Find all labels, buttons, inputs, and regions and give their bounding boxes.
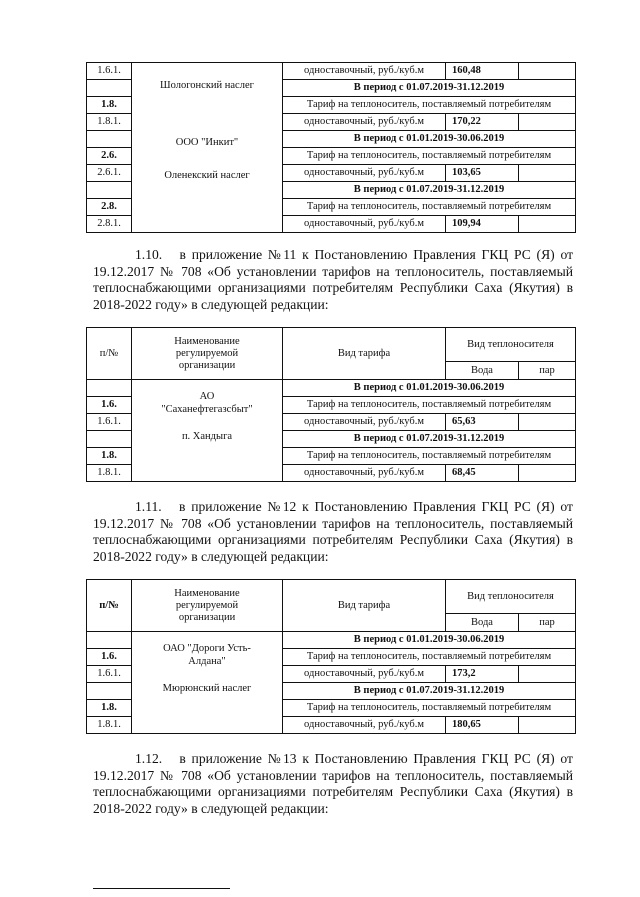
row-number: 1.6.1. [87,666,132,683]
row-number: 1.6. [87,397,132,414]
period-header: В период с 01.07.2019-31.12.2019 [283,80,576,97]
tariff-value: 173,2 [446,666,519,683]
table-row [87,380,576,397]
tariff-desc: Тариф на теплоноситель, поставляемый потребителям [283,448,576,465]
paragraph-number: 1.12. [135,751,163,766]
header-tariff-type: Вид тарифа [283,580,446,632]
tariff-table-2 [86,327,576,482]
org-name: ООО "Инкит" [175,137,239,148]
paragraph-1-11 [93,499,573,565]
org-location: п. Хандыга [181,431,233,442]
row-number: 1.8. [87,700,132,717]
table-header-row [87,328,576,362]
row-number: 1.8. [87,97,132,114]
tariff-desc: одноставочный, руб./куб.м [283,216,446,233]
period-header: В период с 01.07.2019-31.12.2019 [283,431,576,448]
period-header: В период с 01.01.2019-30.06.2019 [283,131,576,148]
empty-cell [519,666,576,683]
empty-cell [519,63,576,80]
row-number: 1.8.1. [87,114,132,131]
org-name: "Саханефтегазсбыт" [161,404,253,415]
paragraph-1-12 [93,751,573,817]
tariff-desc: одноставочный, руб./куб.м [283,666,446,683]
header-water: Вода [446,614,519,632]
paragraph-1-10 [93,247,573,313]
row-number: 1.6. [87,649,132,666]
org-name: ОАО "Дороги Усть- [163,643,251,654]
paragraph-text: в приложение №13 к Постановлению Правления ГКЦ РС (Я) от 19.12.2017 № 708 «Об установлении тарифов на теплоноситель, поставляемый теплоснабжающими организациями потребителям Республики Саха (Якутия) в 2018-2022 году» в следующей редакции: [93,751,573,816]
header-carrier: Вид теплоносителя [446,328,576,362]
org-name: Шологонский наслег [160,80,254,91]
header-water: Вода [446,362,519,380]
empty-cell [87,431,132,448]
row-number: 1.8. [87,448,132,465]
tariff-desc: Тариф на теплоноситель, поставляемый потребителям [283,397,576,414]
period-header: В период с 01.01.2019-30.06.2019 [283,632,576,649]
empty-cell [519,165,576,182]
tariff-desc: одноставочный, руб./куб.м [283,414,446,431]
tariff-desc: одноставочный, руб./куб.м [283,114,446,131]
tariff-desc: одноставочный, руб./куб.м [283,63,446,80]
paragraph-text: в приложение №12 к Постановлению Правления ГКЦ РС (Я) от 19.12.2017 № 708 «Об установлении тарифов на теплоноситель, поставляемый теплоснабжающими организациями потребителям Республики Саха (Якутия) в 2018-2022 году» в следующей редакции: [93,499,573,564]
header-org: Наименование регулируемой организации [132,328,283,380]
org-name: Алдана" [188,656,226,667]
paragraph-number: 1.10. [135,247,163,262]
tariff-value: 103,65 [446,165,519,182]
row-number: 2.6. [87,148,132,165]
header-num: п/№ [87,580,132,632]
empty-cell [519,414,576,431]
tariff-desc: одноставочный, руб./куб.м [283,165,446,182]
tariff-value: 109,94 [446,216,519,233]
footnote-divider [93,888,230,889]
tariff-desc: Тариф на теплоноситель, поставляемый потребителям [283,649,576,666]
empty-cell [519,717,576,734]
org-name: АО [199,391,215,402]
tariff-desc: Тариф на теплоноситель, поставляемый потребителям [283,199,576,216]
header-steam: пар [519,362,576,380]
row-number: 1.8.1. [87,465,132,482]
table-row [87,63,576,80]
header-org: Наименование регулируемой организации [132,580,283,632]
row-number: 1.6.1. [87,414,132,431]
empty-cell [87,80,132,97]
row-number: 2.6.1. [87,165,132,182]
org-cell [132,632,283,734]
paragraph-text: в приложение №11 к Постановлению Правления ГКЦ РС (Я) от 19.12.2017 № 708 «Об установлении тарифов на теплоноситель, поставляемый теплоснабжающими организациями потребителям Республики Саха (Якутия) в 2018-2022 году» в следующей редакции: [93,247,574,312]
row-number: 2.8. [87,199,132,216]
table-row [87,632,576,649]
tariff-value: 170,22 [446,114,519,131]
empty-cell [87,380,132,397]
tariff-value: 180,65 [446,717,519,734]
row-number: 2.8.1. [87,216,132,233]
empty-cell [87,131,132,148]
tariff-value: 65,63 [446,414,519,431]
empty-cell [519,216,576,233]
header-num: п/№ [87,328,132,380]
org-location: Мюрюнский наслег [162,683,252,694]
tariff-desc: одноставочный, руб./куб.м [283,717,446,734]
empty-cell [519,114,576,131]
empty-cell [87,182,132,199]
table-header-row [87,580,576,614]
tariff-desc: Тариф на теплоноситель, поставляемый потребителям [283,148,576,165]
empty-cell [519,465,576,482]
tariff-table-3 [86,579,576,734]
tariff-table-1 [86,62,576,233]
paragraph-number: 1.11. [135,499,162,514]
tariff-value: 68,45 [446,465,519,482]
empty-cell [87,632,132,649]
org-cell [132,63,283,233]
tariff-desc: Тариф на теплоноситель, поставляемый потребителям [283,700,576,717]
tariff-desc: одноставочный, руб./куб.м [283,465,446,482]
org-location: Оленекский наслег [164,170,250,181]
header-steam: пар [519,614,576,632]
period-header: В период с 01.01.2019-30.06.2019 [283,380,576,397]
period-header: В период с 01.07.2019-31.12.2019 [283,182,576,199]
empty-cell [87,683,132,700]
header-carrier: Вид теплоносителя [446,580,576,614]
tariff-desc: Тариф на теплоноситель, поставляемый потребителям [283,97,576,114]
row-number: 1.6.1. [87,63,132,80]
period-header: В период с 01.07.2019-31.12.2019 [283,683,576,700]
header-tariff-type: Вид тарифа [283,328,446,380]
row-number: 1.8.1. [87,717,132,734]
org-cell [132,380,283,482]
tariff-value: 160,48 [446,63,519,80]
